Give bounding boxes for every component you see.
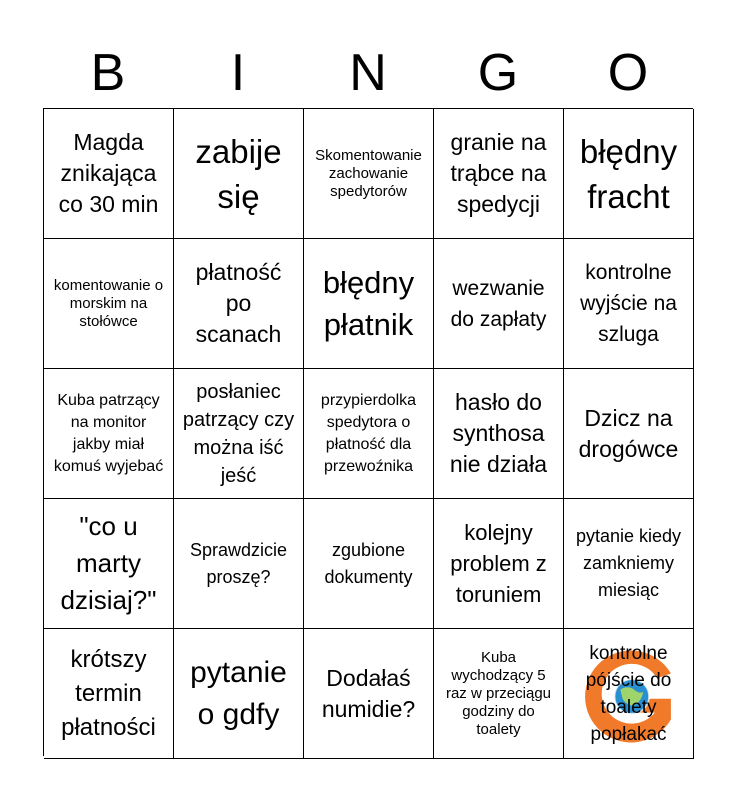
bingo-cell[interactable] <box>174 499 304 629</box>
cell-text: "co u marty dzisiaj?" <box>60 511 157 615</box>
cell-text: zabije się <box>195 132 282 215</box>
cell-text: Sprawdzicie proszę? <box>189 539 288 587</box>
bingo-cell[interactable] <box>434 629 564 759</box>
header-letter-n: N <box>349 44 387 102</box>
cell-text: krótszy termin płatności <box>61 645 156 741</box>
bingo-cell[interactable] <box>564 239 694 369</box>
cell-text: Dodałaś numidie? <box>321 664 416 722</box>
bingo-cell[interactable] <box>174 629 304 759</box>
bingo-cell[interactable] <box>564 109 694 239</box>
free-cell[interactable] <box>564 629 694 759</box>
cell-text: kolejny problem z toruniem <box>450 520 547 607</box>
bingo-cell[interactable] <box>174 109 304 239</box>
bingo-cell[interactable] <box>304 239 434 369</box>
cell-text: pytanie kiedy zamkniemy miesiąc <box>575 526 682 600</box>
cell-text: komentowanie o morskim na stołówce <box>53 276 164 330</box>
cell-text: Kuba wychodzący 5 raz w przeciągu godziny do toalety <box>445 648 552 738</box>
header-letter-g: G <box>477 44 519 102</box>
cell-text: Magda znikająca co 30 min <box>58 129 159 217</box>
bingo-cell[interactable] <box>434 239 564 369</box>
cell-text: błędny płatnik <box>322 264 415 342</box>
cell-text: Skomentowanie zachowanie spedytorów <box>315 146 422 200</box>
cell-text: płatność po scanach <box>195 259 282 347</box>
cell-text: kontrolne pójście do toalety popłakać <box>585 642 672 745</box>
cell-text: przypierdolka spedytora o płatność dla przewoźnika <box>320 391 417 475</box>
bingo-cell[interactable] <box>44 499 174 629</box>
bingo-cell[interactable] <box>564 369 694 499</box>
bingo-cell[interactable] <box>304 629 434 759</box>
cell-text: kontrolne wyjście na szluga <box>580 261 677 346</box>
bingo-cell[interactable] <box>434 369 564 499</box>
bingo-cell[interactable] <box>174 239 304 369</box>
bingo-cell[interactable] <box>564 499 694 629</box>
bingo-cell[interactable] <box>434 109 564 239</box>
bingo-cell[interactable] <box>434 499 564 629</box>
bingo-cell[interactable] <box>174 369 304 499</box>
cell-text: hasło do synthosa nie działa <box>449 389 548 477</box>
bingo-cell[interactable] <box>304 109 434 239</box>
cell-text: wezwanie do zapłaty <box>450 276 547 331</box>
bingo-cell[interactable] <box>44 629 174 759</box>
bingo-cell[interactable] <box>44 239 174 369</box>
cell-text: błędny fracht <box>579 132 678 215</box>
header-letter-b: B <box>90 44 126 102</box>
bingo-header <box>43 38 693 108</box>
bingo-cell[interactable] <box>304 499 434 629</box>
bingo-cell[interactable] <box>44 109 174 239</box>
header-letter-i: I <box>230 44 246 102</box>
cell-text: pytanie o gdfy <box>190 655 287 731</box>
cell-text: posłaniec patrzący czy można iść jeść <box>182 380 295 487</box>
bingo-board <box>43 108 693 756</box>
header-letter-o: O <box>607 44 649 102</box>
cell-text: zgubione dokumenty <box>324 539 413 587</box>
bingo-cell[interactable] <box>304 369 434 499</box>
cell-text: Kuba patrzący na monitor jakby miał komuś wyjebać <box>53 391 164 475</box>
cell-text: granie na trąbce na spedycji <box>450 129 547 217</box>
cell-text: Dzicz na drogówce <box>578 404 679 462</box>
bingo-cell[interactable] <box>44 369 174 499</box>
